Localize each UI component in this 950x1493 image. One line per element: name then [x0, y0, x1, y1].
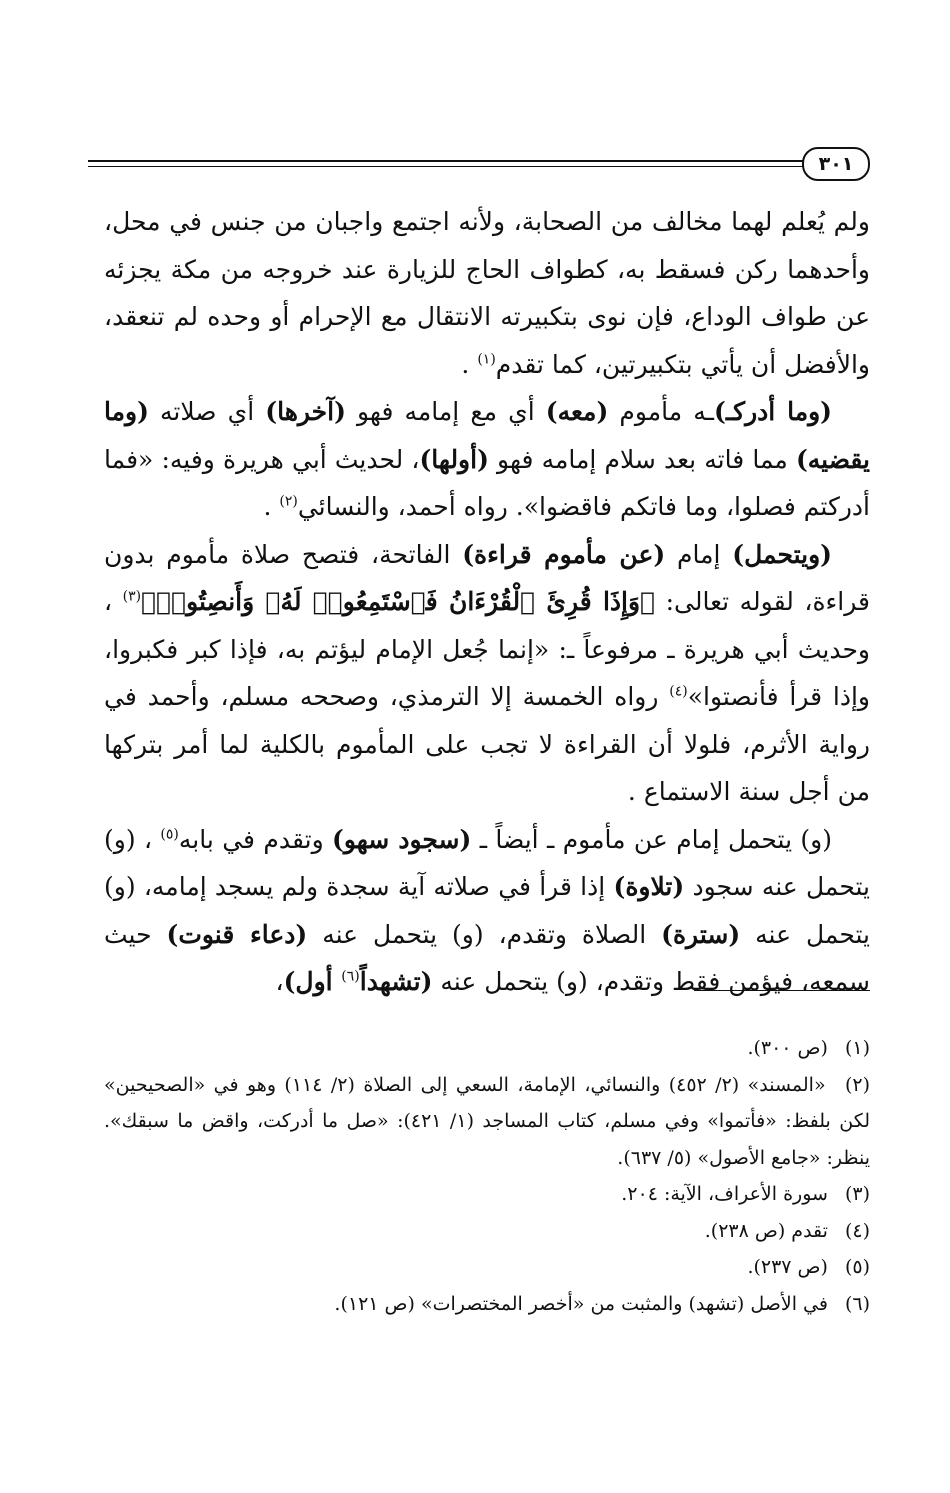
footnote-4: (٤) تقدم (ص ٢٣٨). [704, 1219, 870, 1242]
footnote-ref: (٣) [122, 588, 142, 605]
footnote-ref: (٦) [341, 968, 360, 985]
footnote-6: (٦) في الأصل (تشهد) والمثبت من «أخصر المختصرات» (ص ١٢١). [334, 1292, 870, 1315]
main-text [104, 198, 870, 1006]
footnote-3: (٣) سورة الأعراف، الآية: ٢٠٤. [621, 1183, 870, 1205]
header-rule-thin [88, 166, 814, 167]
paragraph-2: (وما أدركـ)ـه مأموم (معه) أي مع إمامه فهو (آخرها) أي صلاته (وما يقضيه) مما فاته بعد سلام إمامه فهو (أولها)، لحديث أبي هريرة وفيه: «فما أدركتم فصلوا، وما فاتكم فاقضوا». رواه أحمد، والنسائي$^{(٢)}$ . [104, 397, 871, 521]
quran-verse: ﴿وَإِذَا قُرِئَ ٱلْقُرْءَانُ فَٱسْتَمِعُوا۟ لَهُۥ وَأَنصِتُوا۟﴾ [141, 587, 656, 616]
paragraph-4: (و) يتحمل إمام عن مأموم ـ أيضاً ـ (سجود سهو) وتقدم في بابه$^{(٥)}$ ، (و) يتحمل عنه سجود (تلاوة) إذا قرأ في صلاته آية سجدة ولم يسجد إمامه، (و) يتحمل عنه (سترة) الصلاة وتقدم، (و) يتحمل عنه (دعاء قنوت) حيث سمعه، فيؤمن فقط وتقدم، (و) يتحمل عنه (تشهداً$^{(٦)}$ أول)، [104, 824, 870, 996]
header-rule [88, 160, 814, 162]
page-header [88, 147, 870, 187]
footnote-ref: (٥) [160, 826, 179, 843]
footnote-1: (١) (ص ٣٠٠). [747, 1037, 870, 1059]
footnote-ref: (٢) [279, 493, 298, 510]
footnote-5: (٥) (ص ٢٣٧). [747, 1256, 870, 1278]
paragraph-3: (ويتحمل) إمام (عن مأموم قراءة) الفاتحة، فتصح صلاة مأموم بدون قراءة، لقوله تعالى: ﴿وَإِذَا قُرِئَ ٱلْقُرْءَانُ فَٱسْتَمِعُوا۟ لَهُۥ وَأَنصِتُوا۟﴾$^{(٣)}$ ، وحديث أبي هريرة ـ مرفوعاً ـ: «إنما جُعل الإمام ليؤتم به، فإذا كبر فكبروا، وإذا قرأ فأنصتوا»$^{(٤)}$ رواه الخمسة إلا الترمذي، وصححه مسلم، وأحمد في رواية الأثرم، فلولا أن القراءة لا تجب على المأموم بالكلية لما أمر بتركها من أجل سنة الاستماع . [104, 539, 871, 806]
footnote-ref: (٤) [669, 683, 688, 700]
footnote-2: (٢) «المسند» (٢/ ٤٥٢) والنسائي، الإمامة، السعي إلى الصلاة (٢/ ١١٤) وهو في «الصحيحين» لكن بلفظ: «فأتموا» وفي مسلم، كتاب المساجد (١/ ٤٢١): «صل ما أدركت، واقض ما سبقك». ينظر: «جامع الأصول» (٥/ ٦٣٧). [104, 1073, 871, 1169]
footnote-ref: (١) [477, 351, 496, 368]
footnote-separator [694, 990, 870, 991]
paragraph-1: ولم يُعلم لهما مخالف من الصحابة، ولأنه اجتمع واجبان من جنس في محل، وأحدهما ركن فسقط به، كطواف الحاج للزيارة عند خروجه من مكة يجزئه عن طواف الوداع، فإن نوى بتكبيرته الانتقال مع الإحرام أو وحده لم تنعقد، والأفضل أن يأتي بتكبيرتين، كما تقدم$^{(١)}$ . [104, 207, 870, 379]
footnotes [104, 1030, 870, 1322]
page-number: ٣٠١ [802, 147, 870, 181]
